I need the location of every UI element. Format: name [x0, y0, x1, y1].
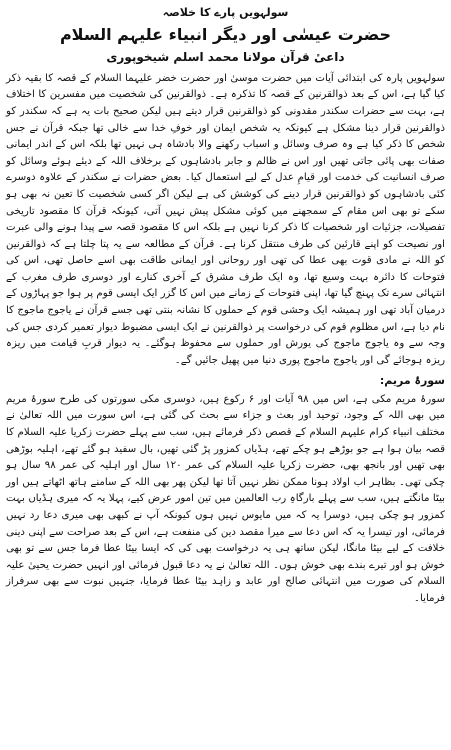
- part-summary-heading: سولہویں پارے کا خلاصہ: [162, 6, 289, 19]
- section-paragraph: سورۂ مریم مکی ہے، اس میں ۹۸ آیات اور ۶ رکوع ہیں، دوسری مکی سورتوں کی طرح سورۂ مریم میں بھی اللہ کے وجود، توحید اور بعث و جزاء سے بحث کی گئی ہے، اس سورت میں اللہ تعالیٰ نے مختلف انبیاء کرام علیہم السلام کے قصص ذکر فرمائے ہیں، سب سے پہلے حضرت زکریا علیہ السلام کا قصہ بیان ہوا ہے جو بوڑھے ہو چکے تھے، ہڈیاں کمزور پڑ گئی تھیں، بال سفید ہو گئے تھے، اہلیہ بوڑھی بھی تھیں اور بانجھ بھی، حضرت زکریا علیہ السلام کی عمر ۱۲۰ سال اور اہلیہ کی عمر ۹۸ سال ہو چکی تھی۔ بظاہر اب اولاد ہونا ممکن نظر نہیں آتا تھا لیکن پھر بھی اللہ کے سامنے ہاتھ اٹھاتے ہیں اور بیٹا مانگتے ہیں، سب سے پہلے بارگاہِ رب العالمین میں تین امور عرض کیے، پہلا یہ کہ میری ہڈیاں بہت کمزور ہو چکی ہیں، دوسرا یہ کہ میں مایوس نہیں ہوں کیونکہ آپ نے کبھی بھی میری دعا رد نہیں فرمائی، اور تیسرا یہ کہ اس دعا سے میرا مقصد دین کی منفعت ہے، اس کے بعد صراحت سے اپنی دینی خلافت کے لیے بیٹا مانگا، لیکن ساتھ ہی یہ درخواست بھی کی کہ ایسا بیٹا عطا فرما جس سے تو بھی خوش ہو اور تیرے بندے بھی خوش ہوں۔ اللہ تعالیٰ نے یہ دعا قبول فرمائی اور انہیں حضرت یحییٰ علیہ السلام کی صورت میں انتہائی صالح اور عابد و زاہد بیٹا عطا فرمایا، جنہیں نبوت سے بھی سرفراز فرمایا۔: [6, 393, 445, 604]
- article-title: حضرت عیسٰی اور دیگر انبیاء علیہم السلام: [59, 25, 392, 45]
- author-byline: داعیٔ قرآن مولانا محمد اسلم شیخوپوری: [106, 50, 345, 65]
- body-paragraph: سولہویں پارہ کی ابتدائی آیات میں حضرت موسیٰ اور حضرت خضر علیہما السلام کے قصہ کا بقیہ ذکر کیا گیا ہے، اس کے بعد ذوالقرنین کے قصہ کا تذکرہ ہے۔ ذوالقرنین کی شخصیت میں مفسرین کا اختلاف ہے، بہت سے حضرات سکندر مقدونی کو ذوالقرنین قرار دیتے ہیں لیکن صحیح بات یہ ہے کہ سکندر کو ذوالقرنین قرار دینا مشکل ہے کیونکہ یہ شخص ایمان اور خوفِ خدا سے خالی تھا جبکہ قرآن نے جس شخص کا ذکر کیا ہے وہ صرف وسائل و اسباب رکھنے والا بادشاہ ہی نہیں تھا بلکہ اس کے اندر ایمانی صفات بھی پائی جاتی تھیں اور اس نے ظالم و جابر بادشاہوں کے برخلاف اللہ کے دیئے ہوئے وسائل کو صرف انسانیت کی خدمت اور قیامِ عدل کے لیے استعمال کیا۔ بعض حضرات نے سکندر کے علاوہ دوسرے کئی بادشاہوں کو ذوالقرنین قرار دینے کی کوشش کی ہے لیکن اگر کسی شخصیت کا تعین نہ بھی ہو سکے تو بھی اس مقام کے سمجھنے میں کوئی مشکل پیش نہیں آتی، کیونکہ قرآن کا مقصود تاریخی تفصیلات، جزئیات اور شخصیات کا ذکر کرنا نہیں ہے بلکہ اس کا مقصود قصہ سے پیدا ہونے والی عبرت اور نصیحت کو اپنے قارئین کی طرف منتقل کرنا ہے۔ قرآن کے مطالعہ سے یہ پتا چلتا ہے کہ ذوالقرنین کو اللہ نے مادی قوت بھی عطا کی تھی اور روحانی اور ایمانی طاقت بھی اسے حاصل تھی، اس کی فتوحات کا دائرہ بہت وسیع تھا، وہ ایک طرف مشرق کے آخری کنارے اور دوسری طرف مغرب کے انتہائی سرے تک پہنچ گیا تھا، اپنی فتوحات کے زمانے میں اس کا گزر ایک ایسی قوم پر ہوا جو پہاڑوں کے درمیان آباد تھی اور ہمیشہ ایک وحشی قوم کے حملوں کا نشانہ بنتی تھی جسے قرآن نے یاجوج ماجوج کا نام دیا ہے، اس مظلوم قوم کی درخواست پر ذوالقرنین نے ایک ایسی مضبوط دیوار تعمیر کردی جس کی وجہ سے وہ یاجوج ماجوج کی یورش اور حملوں سے محفوظ ہوگئے۔ یہ دیوار قربِ قیامت میں ریزہ ریزہ ہوجائے گی اور یاجوج ماجوج پوری دنیا میں پھیل جائیں گے۔: [6, 72, 445, 366]
- section-heading-surah-maryam: سورۂ مریم:: [379, 374, 445, 388]
